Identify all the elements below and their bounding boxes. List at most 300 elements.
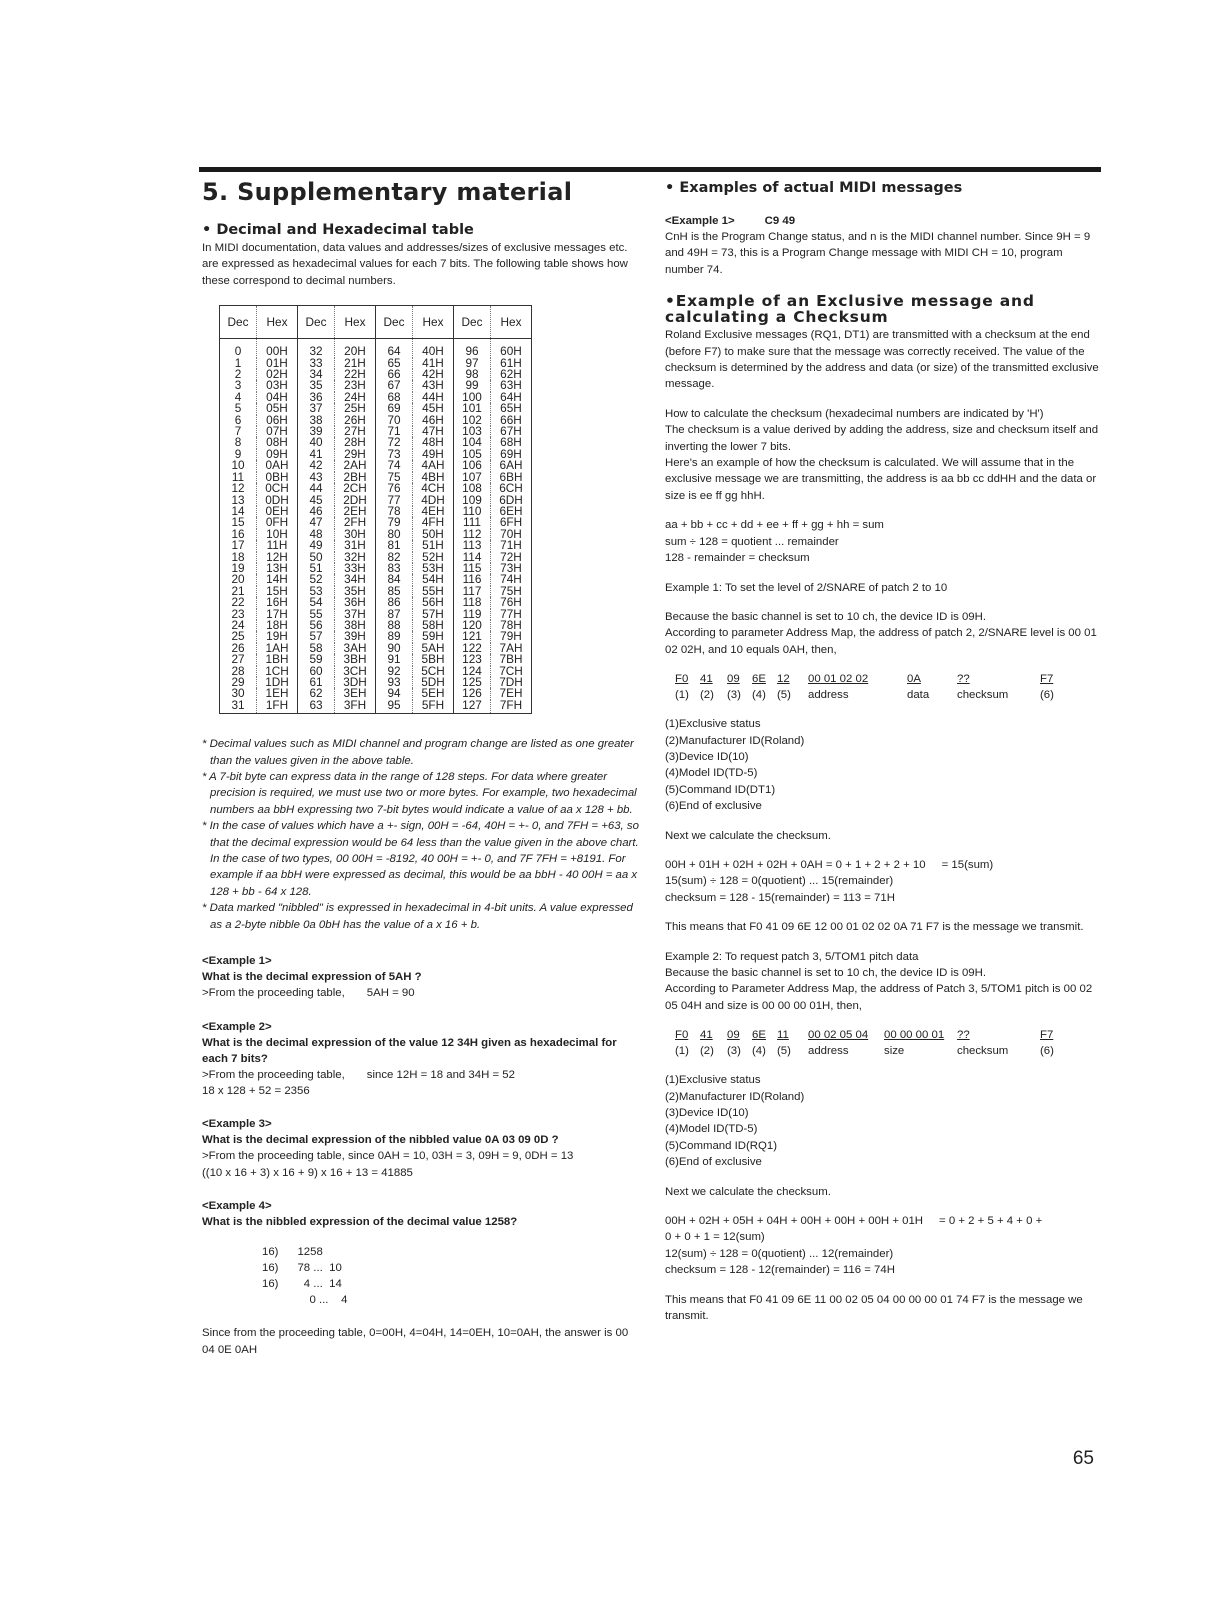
table-cell: 2BH <box>335 472 376 483</box>
example-2-line-2: 18 x 128 + 52 = 2356 <box>202 1084 310 1097</box>
table-cell: 85 <box>387 583 401 598</box>
table-cell: 31 <box>231 697 245 712</box>
table-cell: 27 <box>231 652 245 667</box>
example-2-calc-3: checksum = 128 - 12(remainder) = 116 = 74H <box>665 1264 895 1277</box>
table-cell: 54H <box>413 574 454 585</box>
msg-byte: F0 <box>675 673 689 686</box>
top-rule <box>199 167 1101 172</box>
example-4-answer: Since from the proceeding table, 0=00H, 4=04H, 14=0EH, 10=0AH, the answer is 00 04 0E 0AH <box>202 1327 629 1356</box>
table-cell: 20H <box>335 339 376 358</box>
table-cell: 98 <box>465 367 479 382</box>
example-1-device: Because the basic channel is set to 10 ch, the device ID is 09H. <box>665 610 987 623</box>
table-cell: 95 <box>387 697 401 712</box>
division-line: 16) 78 ... 10 <box>262 1262 342 1275</box>
msg-byte: 11 <box>777 1029 789 1042</box>
table-cell: 74H <box>491 574 532 585</box>
legend-item: (4)Model ID(TD-5) <box>665 767 758 780</box>
table-cell: 1CH <box>257 666 298 677</box>
table-cell: 08H <box>257 437 298 448</box>
table-cell: 31H <box>335 540 376 551</box>
legend-item: (4)Model ID(TD-5) <box>665 1123 758 1136</box>
table-cell: 4BH <box>413 472 454 483</box>
example-2-calc-1b: 0 + 0 + 1 = 12(sum) <box>665 1231 765 1244</box>
table-cell: 39H <box>335 631 376 642</box>
table-cell: 7FH <box>491 700 532 714</box>
table-cell: 90 <box>387 640 401 655</box>
msg-byte: ?? <box>957 1029 970 1042</box>
table-cell: 02H <box>257 369 298 380</box>
table-cell: 06H <box>257 415 298 426</box>
table-cell: 48H <box>413 437 454 448</box>
table-cell: 21H <box>335 358 376 369</box>
table-cell: 23 <box>231 606 245 621</box>
table-header: Dec <box>220 306 257 339</box>
table-cell: 42H <box>413 369 454 380</box>
table-cell: 22 <box>231 595 245 610</box>
table-cell: 125 <box>462 675 482 689</box>
table-cell: 118 <box>462 595 482 610</box>
table-cell: 2FH <box>335 517 376 528</box>
table-cell: 72H <box>491 552 532 563</box>
example-2-device: Because the basic channel is set to 10 ch, the device ID is 09H. <box>665 967 987 979</box>
table-cell: 75 <box>387 469 401 484</box>
table-header: Hex <box>491 306 532 339</box>
table-cell: 78 <box>387 503 401 518</box>
example-1-message <box>665 671 1101 703</box>
table-cell: 114 <box>462 549 482 564</box>
example-2-line-1: >From the proceeding table, since 12H = 18 and 34H = 52 <box>202 1068 515 1081</box>
table-cell: 25 <box>231 629 245 644</box>
example-4-question: What is the nibbled expression of the decimal value 1258? <box>202 1216 518 1229</box>
table-cell: 71H <box>491 540 532 551</box>
table-cell: 122 <box>462 640 482 655</box>
legend-item: (5)Command ID(RQ1) <box>665 1139 778 1152</box>
table-cell: 60H <box>491 339 532 358</box>
table-cell: 47 <box>309 515 323 530</box>
table-cell: 70 <box>387 412 401 427</box>
table-cell: 29 <box>231 675 245 689</box>
table-cell: 73 <box>387 446 401 461</box>
table-cell: 05H <box>257 403 298 414</box>
table-cell: 36 <box>309 389 323 404</box>
table-cell: 1DH <box>257 677 298 688</box>
table-cell: 14 <box>231 503 245 518</box>
table-cell: 16 <box>231 526 245 541</box>
example-1-calc-1: 00H + 01H + 02H + 02H + 0AH = 0 + 1 + 2 + 2 + 10 = 15(sum) <box>665 858 994 871</box>
note-4: * Data marked "nibbled" is expressed in hexadecimal in 4-bit units. A value expressed as a 2-byte nibble 0a 0bH has the value of a x 16 + b. <box>202 902 633 931</box>
midi-example-heading: <Example 1> C9 49 <box>665 215 796 227</box>
table-cell: 25H <box>335 403 376 414</box>
left-column <box>202 178 640 1358</box>
table-cell: 58H <box>413 620 454 631</box>
table-cell: 83 <box>387 560 401 575</box>
example-1-calc-3: checksum = 128 - 15(remainder) = 113 = 71H <box>665 891 895 904</box>
table-cell: 45 <box>309 492 323 507</box>
table-cell: 1FH <box>257 700 298 714</box>
table-cell: 74 <box>387 458 401 473</box>
table-cell: 33 <box>309 355 323 370</box>
table-cell: 5CH <box>413 666 454 677</box>
table-cell: 10H <box>257 529 298 540</box>
table-cell: 17H <box>257 609 298 620</box>
table-cell: 3AH <box>335 643 376 654</box>
example-3-line-1: >From the proceeding table, since 0AH = 10, 03H = 3, 09H = 9, 0DH = 13 <box>202 1150 574 1163</box>
table-cell: 0AH <box>257 460 298 471</box>
legend-item: (2)Manufacturer ID(Roland) <box>665 734 805 747</box>
table-cell: 49H <box>413 449 454 460</box>
msg-label: address <box>808 689 849 702</box>
table-cell: 43H <box>413 380 454 391</box>
page-number: 65 <box>1072 1448 1094 1469</box>
table-cell: 57 <box>309 629 323 644</box>
example-3-line-2: ((10 x 16 + 3) x 16 + 9) x 16 + 13 = 41885 <box>202 1166 413 1179</box>
formula-1: aa + bb + cc + dd + ee + ff + gg + hh = sum <box>665 519 884 532</box>
table-cell: 109 <box>462 492 482 507</box>
example-2-calc-2: 12(sum) ÷ 128 = 0(quotient) ... 12(remainder) <box>665 1247 894 1260</box>
table-cell: 1 <box>234 355 242 370</box>
table-cell: 33H <box>335 563 376 574</box>
table-cell: 19 <box>231 560 245 575</box>
table-cell: 47H <box>413 426 454 437</box>
table-cell: 32 <box>309 344 323 359</box>
table-cell: 105 <box>462 446 482 461</box>
msg-label: address <box>808 1045 849 1058</box>
table-cell: 11H <box>257 540 298 551</box>
table-cell: 16H <box>257 597 298 608</box>
table-cell: 96 <box>465 344 479 359</box>
table-cell: 2 <box>234 367 242 382</box>
table-cell: 70H <box>491 529 532 540</box>
table-cell: 59 <box>309 652 323 667</box>
msg-label: size <box>884 1045 905 1058</box>
table-cell: 76H <box>491 597 532 608</box>
table-cell: 86 <box>387 595 401 610</box>
table-cell: 6EH <box>491 506 532 517</box>
table-cell: 124 <box>462 663 482 678</box>
msg-byte: 00 02 05 04 <box>808 1029 869 1042</box>
table-header: Dec <box>298 306 335 339</box>
example-1-calc-2: 15(sum) ÷ 128 = 0(quotient) ... 15(remainder) <box>665 875 894 888</box>
table-cell: 113 <box>462 538 482 553</box>
table-cell: 01H <box>257 358 298 369</box>
note-1: * Decimal values such as MIDI channel and program change are listed as one greater than the values given in the above table. <box>202 738 634 767</box>
table-cell: 37 <box>309 401 323 416</box>
checksum-how-title: How to calculate the checksum (hexadecimal numbers are indicated by 'H') <box>665 407 1044 420</box>
table-cell: 106 <box>462 458 482 473</box>
table-cell: 68 <box>387 389 401 404</box>
table-cell: 115 <box>462 560 482 575</box>
table-cell: 7EH <box>491 688 532 699</box>
table-cell: 18H <box>257 620 298 631</box>
table-cell: 65 <box>387 355 401 370</box>
table-cell: 28 <box>231 663 245 678</box>
msg-byte: 00 00 00 01 <box>884 1029 945 1042</box>
table-cell: 108 <box>462 481 482 496</box>
table-cell: 3BH <box>335 654 376 665</box>
msg-byte: 41 <box>700 673 713 686</box>
table-cell: 3 <box>234 378 242 393</box>
table-cell: 24H <box>335 392 376 403</box>
table-cell: 3CH <box>335 666 376 677</box>
table-cell: 2AH <box>335 460 376 471</box>
table-cell: 13 <box>231 492 245 507</box>
table-cell: 111 <box>463 515 481 530</box>
legend-item: (6)End of exclusive <box>665 800 762 813</box>
table-cell: 64H <box>491 392 532 403</box>
midi-heading: • Examples of actual MIDI messages <box>665 180 963 196</box>
table-cell: 104 <box>462 435 482 450</box>
table-cell: 0BH <box>257 472 298 483</box>
table-cell: 50H <box>413 529 454 540</box>
table-cell: 20 <box>231 572 245 587</box>
table-cell: 127 <box>462 697 482 712</box>
table-cell: 67H <box>491 426 532 437</box>
msg-label: data <box>907 689 930 702</box>
msg-byte: 6E <box>752 673 766 686</box>
table-cell: 41 <box>309 446 323 461</box>
table-cell: 18 <box>231 549 245 564</box>
msg-label: (5) <box>777 1045 791 1058</box>
table-cell: 77H <box>491 609 532 620</box>
division-line: 16) 1258 <box>262 1246 323 1259</box>
table-cell: 75H <box>491 586 532 597</box>
note-2: * A 7-bit byte can express data in the range of 128 steps. For data where greater precision is required, we must use two or more bytes. For example, two hexadecimal numbers aa bbH expressing two 7-bit bytes would indicate a value of aa x 128 + bb. <box>202 771 637 816</box>
table-cell: 7BH <box>491 654 532 665</box>
table-cell: 27H <box>335 426 376 437</box>
legend-item: (6)End of exclusive <box>665 1156 762 1169</box>
table-cell: 55 <box>309 606 323 621</box>
table-cell: 66H <box>491 415 532 426</box>
table-cell: 60 <box>309 663 323 678</box>
table-cell: 107 <box>462 469 482 484</box>
table-cell: 13H <box>257 563 298 574</box>
formula-2: sum ÷ 128 = quotient ... remainder <box>665 535 839 548</box>
table-cell: 56 <box>309 617 323 632</box>
table-cell: 4 <box>234 389 242 404</box>
table-cell: 41H <box>413 358 454 369</box>
table-cell: 126 <box>462 686 482 701</box>
table-cell: 15 <box>231 515 245 530</box>
table-cell: 7 <box>234 424 242 439</box>
msg-byte: 41 <box>700 1029 713 1042</box>
example-3-question: What is the decimal expression of the nibbled value 0A 03 09 0D ? <box>202 1134 559 1147</box>
msg-label: (3) <box>727 1045 741 1058</box>
table-cell: 81 <box>387 538 401 553</box>
table-cell: 67 <box>387 378 401 393</box>
table-cell: 5AH <box>413 643 454 654</box>
table-cell: 116 <box>462 572 482 587</box>
table-cell: 119 <box>462 606 482 621</box>
table-cell: 50 <box>309 549 323 564</box>
table-cell: 80 <box>387 526 401 541</box>
table-cell: 84 <box>387 572 401 587</box>
table-cell: 37H <box>335 609 376 620</box>
table-cell: 63 <box>309 697 323 712</box>
table-cell: 117 <box>462 583 482 598</box>
table-cell: 6 <box>234 412 242 427</box>
table-cell: 29H <box>335 449 376 460</box>
table-cell: 62H <box>491 369 532 380</box>
msg-label: (4) <box>752 689 766 702</box>
table-cell: 5 <box>234 401 242 416</box>
table-cell: 0FH <box>257 517 298 528</box>
table-cell: 1BH <box>257 654 298 665</box>
table-header: Hex <box>335 306 376 339</box>
example-1-question: What is the decimal expression of 5AH ? <box>202 971 422 984</box>
msg-byte: F7 <box>1040 1029 1054 1042</box>
table-cell: 43 <box>309 469 323 484</box>
table-cell: 5BH <box>413 654 454 665</box>
table-cell: 100 <box>462 389 482 404</box>
table-cell: 53H <box>413 563 454 574</box>
example-1-line: >From the proceeding table, 5AH = 90 <box>202 987 415 1000</box>
table-cell: 6CH <box>491 483 532 494</box>
table-cell: 42 <box>309 458 323 473</box>
msg-label: (3) <box>727 689 741 702</box>
msg-label: checksum <box>957 1045 1009 1058</box>
table-cell: 1EH <box>257 688 298 699</box>
msg-label: (1) <box>675 689 689 702</box>
table-cell: 04H <box>257 392 298 403</box>
table-cell: 6BH <box>491 472 532 483</box>
table-cell: 35H <box>335 586 376 597</box>
table-cell: 7CH <box>491 666 532 677</box>
table-cell: 0EH <box>257 506 298 517</box>
midi-example-text: CnH is the Program Change status, and n is the MIDI channel number. Since 9H = 9 and 49H = 73, this is a Program Change message with MIDI CH = 10, program number 74. <box>665 231 1091 276</box>
table-cell: 72 <box>387 435 401 450</box>
msg-label: (2) <box>700 689 714 702</box>
table-cell: 79 <box>387 515 401 530</box>
table-cell: 94 <box>387 686 401 701</box>
table-cell: 59H <box>413 631 454 642</box>
table-cell: 40 <box>309 435 323 450</box>
table-cell: 17 <box>231 538 245 553</box>
table-cell: 51H <box>413 540 454 551</box>
msg-byte: F7 <box>1040 673 1054 686</box>
division-steps <box>202 1244 640 1308</box>
table-cell: 68H <box>491 437 532 448</box>
table-cell: 11 <box>231 469 245 484</box>
table-cell: 69H <box>491 449 532 460</box>
table-cell: 2EH <box>335 506 376 517</box>
dec-hex-heading: • Decimal and Hexadecimal table <box>202 222 474 238</box>
table-cell: 52H <box>413 552 454 563</box>
table-cell: 57H <box>413 609 454 620</box>
table-header: Hex <box>257 306 298 339</box>
table-cell: 46 <box>309 503 323 518</box>
table-cell: 07H <box>257 426 298 437</box>
checksum-heading: •Example of an Exclusive message and calculating a Checksum <box>665 292 1035 327</box>
table-cell: 63H <box>491 380 532 391</box>
msg-label: (2) <box>700 1045 714 1058</box>
example-3-heading: <Example 3> <box>202 1118 272 1131</box>
table-cell: 0 <box>234 344 242 359</box>
table-cell: 69 <box>387 401 401 416</box>
table-cell: 58 <box>309 640 323 655</box>
table-cell: 66 <box>387 367 401 382</box>
msg-label: (4) <box>752 1045 766 1058</box>
table-cell: 101 <box>462 401 482 416</box>
table-cell: 51 <box>309 560 323 575</box>
legend-item: (1)Exclusive status <box>665 1074 761 1087</box>
table-cell: 6DH <box>491 495 532 506</box>
table-cell: 1AH <box>257 643 298 654</box>
example-2-result: This means that F0 41 09 6E 11 00 02 05 04 00 00 00 01 74 F7 is the message we transmit. <box>665 1293 1083 1323</box>
note-3: * In the case of values which have a +- sign, 00H = -64, 40H = +- 0, and 7FH = +63, so that the decimal expression would be 64 less than the value given in the above chart. In the case of two types, 00 00H = -8192, 40 00H = +- 0, and 7F 7FH = +8191. For example if aa bbH were expressed as decimal, this would be aa bbH - 40 00H = aa x 128 + bb - 64 x 128. <box>202 820 639 898</box>
table-cell: 6AH <box>491 460 532 471</box>
msg-byte: 00 01 02 02 <box>808 673 869 686</box>
table-cell: 00H <box>257 339 298 358</box>
division-line: 0 ... 4 <box>262 1294 348 1307</box>
table-cell: 102 <box>462 412 482 427</box>
table-cell: 23H <box>335 380 376 391</box>
example-1-result: This means that F0 41 09 6E 12 00 01 02 02 0A 71 F7 is the message we transmit. <box>665 921 1084 934</box>
checksum-how-example: Here's an example of how the checksum is calculated. We will assume that in the exclusive message we are transmitting, the address is aa bb cc ddHH and the data or size is ee ff gg hhH. <box>665 457 1097 502</box>
table-cell: 54 <box>309 595 323 610</box>
table-cell: 2CH <box>335 483 376 494</box>
example-2-address: According to Parameter Address Map, the address of Patch 3, 5/TOM1 pitch is 00 02 05 04H and size is 00 00 00 01H, then, <box>665 983 1093 1012</box>
table-cell: 79H <box>491 631 532 642</box>
table-cell: 24 <box>231 617 245 632</box>
table-cell: 14H <box>257 574 298 585</box>
msg-byte: 09 <box>727 673 740 686</box>
table-cell: 53 <box>309 583 323 598</box>
table-cell: 5FH <box>413 700 454 714</box>
table-cell: 56H <box>413 597 454 608</box>
msg-label: checksum <box>957 689 1009 702</box>
table-cell: 9 <box>234 446 242 461</box>
table-cell: 65H <box>491 403 532 414</box>
msg-byte: 6E <box>752 1029 766 1042</box>
table-cell: 82 <box>387 549 401 564</box>
table-cell: 30 <box>231 686 245 701</box>
table-cell: 45H <box>413 403 454 414</box>
table-cell: 7DH <box>491 677 532 688</box>
table-cell: 35 <box>309 378 323 393</box>
division-line: 16) 4 ... 14 <box>262 1278 342 1291</box>
msg-label: (6) <box>1040 1045 1054 1058</box>
table-cell: 46H <box>413 415 454 426</box>
table-cell: 52 <box>309 572 323 587</box>
msg-byte: 09 <box>727 1029 740 1042</box>
table-cell: 6FH <box>491 517 532 528</box>
table-cell: 0DH <box>257 495 298 506</box>
table-cell: 61 <box>309 675 323 689</box>
table-cell: 48 <box>309 526 323 541</box>
table-cell: 4AH <box>413 460 454 471</box>
table-cell: 103 <box>462 424 482 439</box>
table-cell: 22H <box>335 369 376 380</box>
example-2-calc-1: 00H + 02H + 05H + 04H + 00H + 00H + 00H + 01H = 0 + 2 + 5 + 4 + 0 + <box>665 1215 1043 1228</box>
table-cell: 38 <box>309 412 323 427</box>
table-cell: 3DH <box>335 677 376 688</box>
legend-item: (3)Device ID(10) <box>665 1107 749 1120</box>
example-2-question: What is the decimal expression of the value 12 34H given as hexadecimal for each 7 bits? <box>202 1036 617 1065</box>
table-cell: 120 <box>462 617 482 632</box>
table-cell: 4DH <box>413 495 454 506</box>
dec-hex-intro: In MIDI documentation, data values and addresses/sizes of exclusive messages etc. are expressed as hexadecimal values for each 7 bits. The following table shows how these correspond to decimal numbers. <box>202 242 628 287</box>
table-header: Dec <box>454 306 491 339</box>
table-cell: 4FH <box>413 517 454 528</box>
example-1-next: Next we calculate the checksum. <box>665 829 831 842</box>
table-cell: 03H <box>257 380 298 391</box>
table-cell: 0CH <box>257 483 298 494</box>
table-cell: 5EH <box>413 688 454 699</box>
table-cell: 5DH <box>413 677 454 688</box>
table-cell: 7AH <box>491 643 532 654</box>
table-cell: 2DH <box>335 495 376 506</box>
table-cell: 28H <box>335 437 376 448</box>
